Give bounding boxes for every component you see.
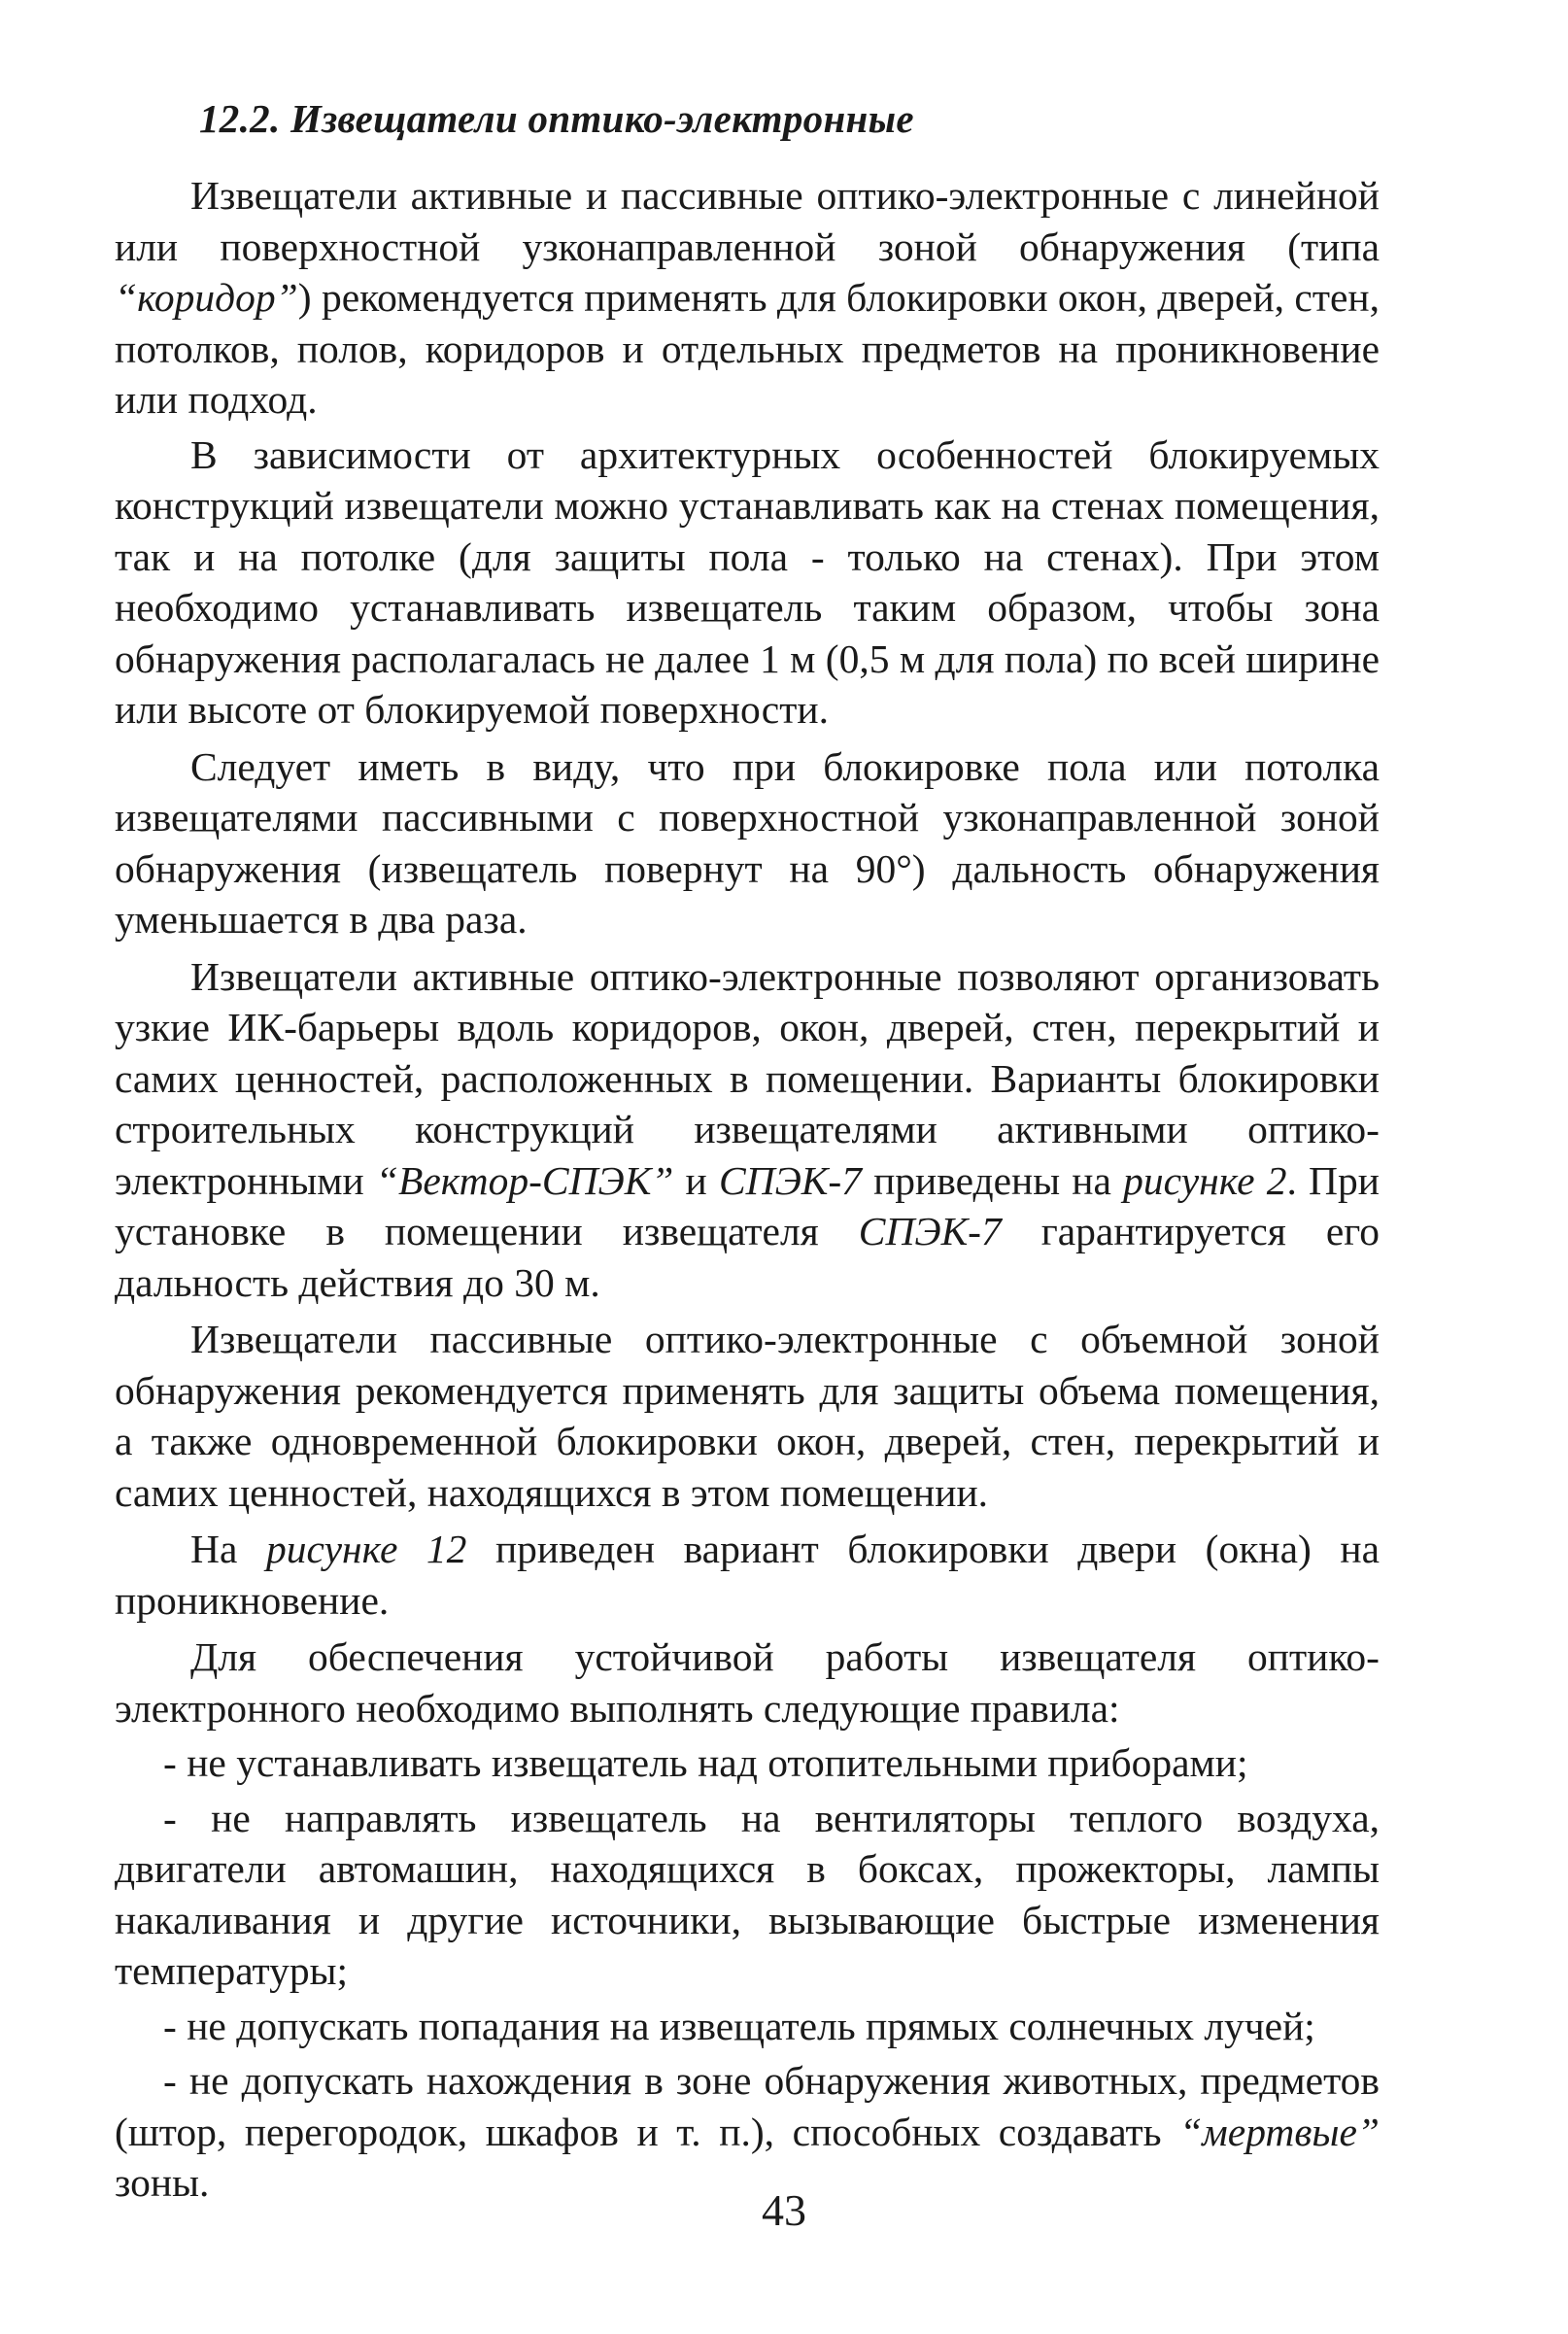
paragraph-1-term: “коридор” <box>115 275 298 320</box>
product-name-spek-7: СПЭК-7 <box>718 1157 862 1203</box>
figure-reference-12: рисунке 12 <box>265 1527 467 1571</box>
paragraph-4-conjunction: и <box>673 1157 719 1203</box>
paragraph-4-text-3: . При установке в помещении извещателя <box>115 1157 1380 1253</box>
section-heading: 12.2. Извещатели оптико-электронные <box>199 96 914 141</box>
rule-item-2: - не направлять извещатель на вентиляторы теплого воздуха, двигатели автомашин, находящихся в боксах, прожекторы, лампы накаливания и другие источники, вызывающие быстрые изменения температуры; <box>115 1795 1380 1993</box>
rule-item-1: - не устанавливать извещатель над отопительными приборами; <box>163 1740 1248 1785</box>
paragraph-7: Для обеспечения устойчивой работы извещателя оптико-электронного необходимо выполнять следующие правила: <box>115 1634 1380 1731</box>
paragraph-6 <box>115 1524 1380 1626</box>
paragraph-3: Следует иметь в виду, что при блокировке пола или потолка извещателями пассивными с поверхностной узконаправленной зоной обнаружения (извещатель повернут на 90°) дальность обнаружения уменьшается в два раза. <box>115 743 1380 942</box>
page-number: 43 <box>762 2185 806 2235</box>
product-name-spek-7-2: СПЭК-7 <box>858 1209 1002 1253</box>
paragraph-4 <box>115 951 1380 1309</box>
paragraph-2: В зависимости от архитектурных особенностей блокируемых конструкций извещатели можно устанавливать как на стенах помещения, так и на потолке (для защиты пола - только на стенах). При этом необходимо устанавливать извещатель таким образом, чтобы зона обнаружения располагалась не далее 1 м (0,5 м для пола) по всей ширине или высоте от блокируемой поверхности. <box>115 431 1380 732</box>
paragraph-1-text-end: ) рекомендуется применять для блокировки окон, дверей, стен, потолков, полов, коридоров и отдельных предметов на проникновение или подход. <box>115 275 1380 422</box>
rule-item-4-term: “мертвые” <box>1179 2109 1380 2154</box>
paragraph-4-text: Извещатели активные оптико-электронные позволяют организовать узкие ИК-барьеры вдоль коридоров, окон, дверей, стен, перекрытий и самих ценностей, расположенных в помещении. Варианты блокировки строительных конструкций извещателями активными оптико-электронными <box>115 953 1380 1203</box>
paragraph-6-text: На <box>190 1527 266 1571</box>
body-text <box>115 170 1380 2213</box>
figure-reference-2: рисунке 2 <box>1123 1157 1287 1203</box>
rule-item-3: - не допускать попадания на извещатель прямых солнечных лучей; <box>163 2003 1315 2048</box>
paragraph-6-text-end: приведен вариант блокировки двери (окна) на проникновение. <box>115 1527 1380 1623</box>
product-name-vektor-spek: “Вектор-СПЭК” <box>375 1157 674 1203</box>
paragraph-1 <box>115 170 1380 426</box>
rule-item-4-text: - не допускать нахождения в зоне обнаружения животных, предметов (штор, перегородок, шкафов и т. п.), способных создавать <box>115 2058 1380 2154</box>
paragraph-1-text: Извещатели активные и пассивные оптико-электронные с линейной или поверхностной узконаправленной зоной обнаружения (типа <box>115 173 1380 269</box>
paragraph-5: Извещатели пассивные оптико-электронные с объемной зоной обнаружения рекомендуется применять для защиты объема помещения, а также одновременной блокировки окон, дверей, стен, перекрытий и самих ценностей, находящихся в этом помещении. <box>115 1317 1380 1515</box>
rule-item-4-text-end: зоны. <box>115 2160 210 2205</box>
paragraph-4-text-2: приведены на <box>861 1157 1124 1203</box>
paragraph-4-text-end: гарантируется его дальность действия до 30 м. <box>115 1209 1380 1305</box>
